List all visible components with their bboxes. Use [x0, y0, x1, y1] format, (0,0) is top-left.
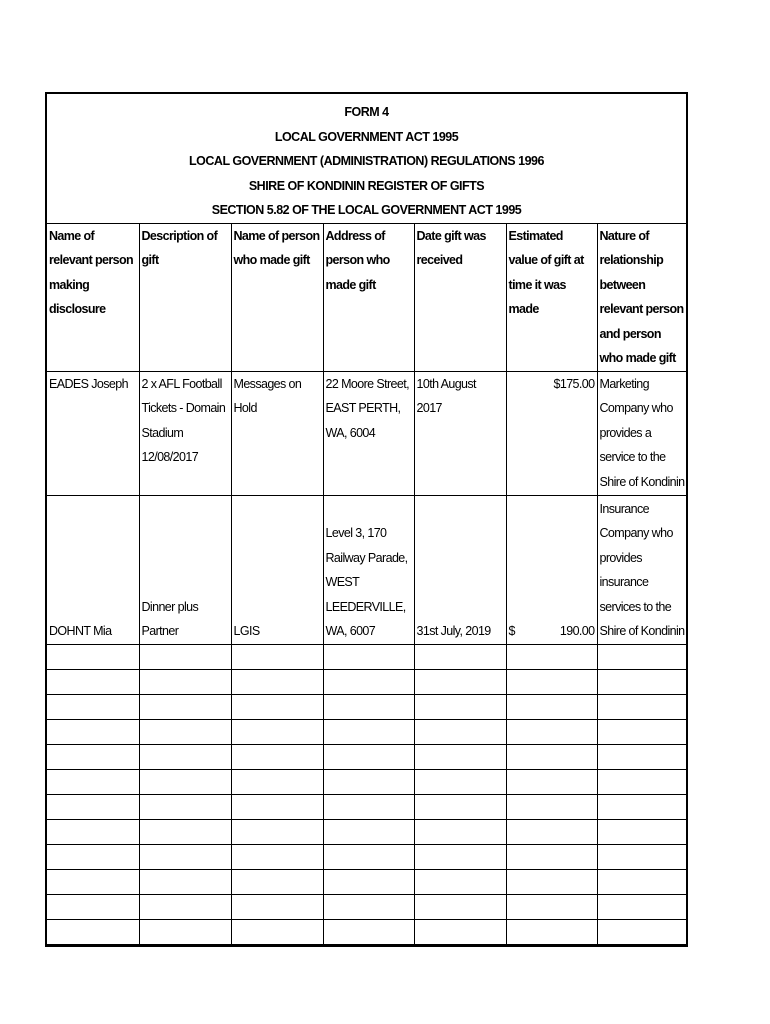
blank-cell [506, 819, 597, 844]
blank-cell [414, 769, 506, 794]
blank-cell [139, 844, 231, 869]
header-row [47, 224, 688, 372]
cell-name: DOHNT Mia [47, 495, 139, 644]
blank-cell [139, 869, 231, 894]
blank-cell [506, 919, 597, 944]
blank-cell [323, 869, 414, 894]
blank-cell [506, 769, 597, 794]
register-title: SHIRE OF KONDININ REGISTER OF GIFTS [248, 178, 485, 193]
value-amount-wrap [509, 619, 595, 644]
blank-cell [47, 919, 139, 944]
blank-cell [47, 644, 139, 669]
header-value: Estimated value of gift at time it was made [506, 224, 597, 372]
blank-cell [414, 819, 506, 844]
cell-relationship: Insurance Company who provides insurance services to the Shire of Kondinin [597, 495, 688, 644]
blank-row [47, 894, 688, 919]
blank-cell [47, 669, 139, 694]
blank-cell [139, 694, 231, 719]
blank-cell [139, 719, 231, 744]
blank-cell [506, 844, 597, 869]
blank-cell [231, 719, 323, 744]
blank-cell [506, 744, 597, 769]
currency-symbol: $ [508, 624, 515, 638]
blank-cell [47, 694, 139, 719]
blank-cell [597, 819, 688, 844]
cell-name: EADES Joseph [47, 371, 139, 495]
blank-row [47, 919, 688, 944]
blank-cell [231, 794, 323, 819]
header-giver: Name of person who made gift [231, 224, 323, 372]
blank-cell [414, 694, 506, 719]
blank-cell [597, 744, 688, 769]
header-address: Address of person who made gift [323, 224, 414, 372]
blank-cell [323, 669, 414, 694]
blank-cell [506, 669, 597, 694]
blank-cell [506, 869, 597, 894]
cell-relationship: Marketing Company who provides a service to the Shire of Kondinin [597, 371, 688, 495]
table-row [47, 495, 688, 644]
blank-row [47, 794, 688, 819]
blank-cell [597, 769, 688, 794]
header-relationship: Nature of relationship between relevant person and person who made gift [597, 224, 688, 372]
blank-cell [231, 769, 323, 794]
blank-row [47, 844, 688, 869]
blank-cell [597, 644, 688, 669]
blank-row [47, 819, 688, 844]
blank-cell [47, 794, 139, 819]
blank-row [47, 769, 688, 794]
blank-cell [414, 744, 506, 769]
blank-cell [139, 794, 231, 819]
blank-cell [323, 919, 414, 944]
blank-cell [414, 894, 506, 919]
blank-cell [47, 869, 139, 894]
blank-cell [231, 894, 323, 919]
blank-row [47, 719, 688, 744]
blank-cell [323, 819, 414, 844]
blank-cell [231, 669, 323, 694]
cell-description: 2 x AFL Football Tickets - Domain Stadium 12/08/2017 [139, 371, 231, 495]
blank-cell [231, 844, 323, 869]
blank-cell [139, 644, 231, 669]
blank-cell [597, 719, 688, 744]
blank-cell [139, 819, 231, 844]
gift-register-form [45, 92, 688, 947]
blank-cell [47, 819, 139, 844]
blank-cell [323, 769, 414, 794]
cell-address: 22 Moore Street, EAST PERTH, WA, 6004 [323, 371, 414, 495]
blank-cell [597, 869, 688, 894]
blank-row [47, 644, 688, 669]
cell-description: Dinner plus Partner [139, 495, 231, 644]
blank-cell [139, 669, 231, 694]
cell-date: 31st July, 2019 [414, 495, 506, 644]
blank-cell [506, 794, 597, 819]
blank-cell [323, 719, 414, 744]
blank-cell [47, 769, 139, 794]
cell-address: Level 3, 170 Railway Parade, WEST LEEDERVILLE, WA, 6007 [323, 495, 414, 644]
cell-value: $175.00 [506, 371, 597, 495]
regulations-title: LOCAL GOVERNMENT (ADMINISTRATION) REGULATIONS 1996 [189, 154, 544, 168]
blank-cell [414, 669, 506, 694]
blank-cell [47, 719, 139, 744]
blank-row [47, 669, 688, 694]
blank-cell [47, 744, 139, 769]
blank-cell [323, 844, 414, 869]
form-title-block [47, 94, 686, 224]
blank-cell [414, 869, 506, 894]
blank-cell [597, 794, 688, 819]
blank-cell [323, 644, 414, 669]
blank-cell [323, 744, 414, 769]
blank-cell [231, 744, 323, 769]
blank-cell [231, 819, 323, 844]
amount: 190.00 [559, 624, 595, 638]
blank-cell [414, 919, 506, 944]
gift-register-table [47, 224, 688, 945]
cell-value [506, 495, 597, 644]
section-title: SECTION 5.82 OF THE LOCAL GOVERNMENT ACT 1995 [211, 203, 522, 217]
cell-date: 10th August 2017 [414, 371, 506, 495]
blank-cell [506, 719, 597, 744]
blank-row [47, 869, 688, 894]
blank-cell [139, 744, 231, 769]
cell-giver: LGIS [231, 495, 323, 644]
blank-cell [506, 894, 597, 919]
blank-cell [414, 794, 506, 819]
blank-cell [597, 694, 688, 719]
blank-row [47, 744, 688, 769]
blank-cell [323, 794, 414, 819]
blank-cell [139, 894, 231, 919]
blank-cell [323, 894, 414, 919]
header-date: Date gift was received [414, 224, 506, 372]
blank-cell [506, 644, 597, 669]
header-description: Description of gift [139, 224, 231, 372]
blank-cell [47, 894, 139, 919]
blank-cell [597, 669, 688, 694]
blank-cell [414, 719, 506, 744]
blank-cell [231, 644, 323, 669]
blank-cell [506, 694, 597, 719]
blank-cell [323, 694, 414, 719]
header-person: Name of relevant person making disclosure [47, 224, 139, 372]
blank-cell [139, 919, 231, 944]
blank-cell [231, 919, 323, 944]
act-title: LOCAL GOVERNMENT ACT 1995 [274, 129, 459, 144]
blank-row [47, 694, 688, 719]
blank-cell [597, 844, 688, 869]
blank-cell [139, 769, 231, 794]
blank-cell [414, 844, 506, 869]
blank-cell [414, 644, 506, 669]
blank-cell [231, 869, 323, 894]
blank-cell [597, 894, 688, 919]
blank-cell [231, 694, 323, 719]
blank-cell [597, 919, 688, 944]
cell-giver: Messages on Hold [231, 371, 323, 495]
table-row [47, 371, 688, 495]
blank-cell [47, 844, 139, 869]
form-number: FORM 4 [344, 105, 389, 119]
